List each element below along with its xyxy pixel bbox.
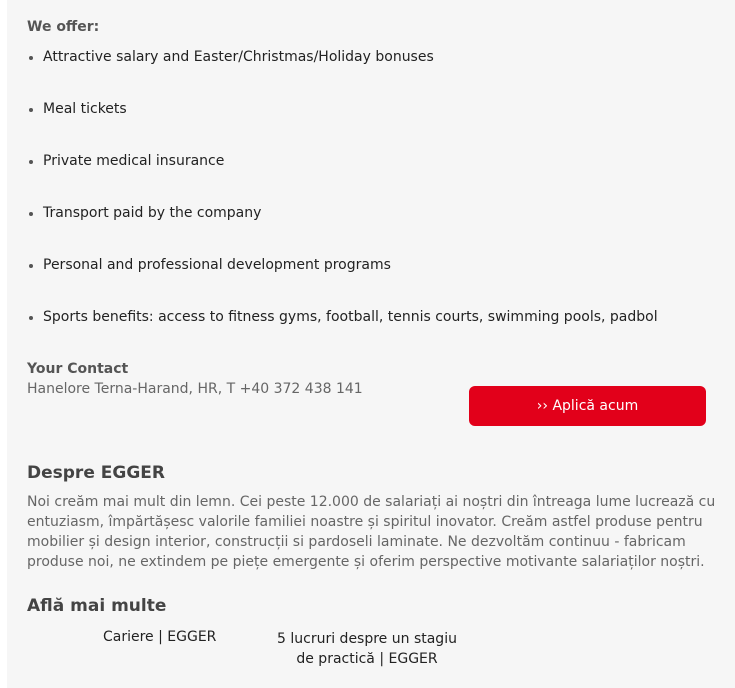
benefits-list bbox=[27, 48, 658, 360]
offer-title: We offer: bbox=[27, 19, 100, 35]
list-item: Private medical insurance bbox=[27, 152, 658, 204]
contact-title: Your Contact bbox=[27, 361, 129, 377]
apply-now-button[interactable]: ›› Aplică acum bbox=[469, 386, 706, 426]
link-internship-article[interactable]: 5 lucruri despre un stagiu de practică | EGGER bbox=[277, 631, 457, 667]
about-text: Noi creăm mai mult din lemn. Cei peste 12.000 de salariați ai noștri din întreaga lume lucrează cu entuziasm, împărtășesc valorile familiei noastre și spiritul inovator. Creăm astfel produse pentru mobilier și design interior, construcții si pardoseli laminate. Ne dezvoltăm continuu - fabricam produse noi, ne extindem pe piețe emergente și oferim perspective motivante salariaților noștri. bbox=[27, 494, 716, 570]
more-title: Află mai multe bbox=[27, 596, 167, 616]
job-details-panel bbox=[7, 0, 735, 688]
about-title: Despre EGGER bbox=[27, 463, 165, 483]
list-item: Attractive salary and Easter/Christmas/Holiday bonuses bbox=[27, 48, 658, 100]
contact-info: Hanelore Terna-Harand, HR, T +40 372 438 141 bbox=[27, 381, 363, 397]
link-careers[interactable]: Cariere | EGGER bbox=[103, 629, 217, 645]
list-item: Personal and professional development programs bbox=[27, 256, 658, 308]
list-item: Transport paid by the company bbox=[27, 204, 658, 256]
list-item: Sports benefits: access to fitness gyms, football, tennis courts, swimming pools, padbol bbox=[27, 308, 658, 360]
list-item: Meal tickets bbox=[27, 100, 658, 152]
